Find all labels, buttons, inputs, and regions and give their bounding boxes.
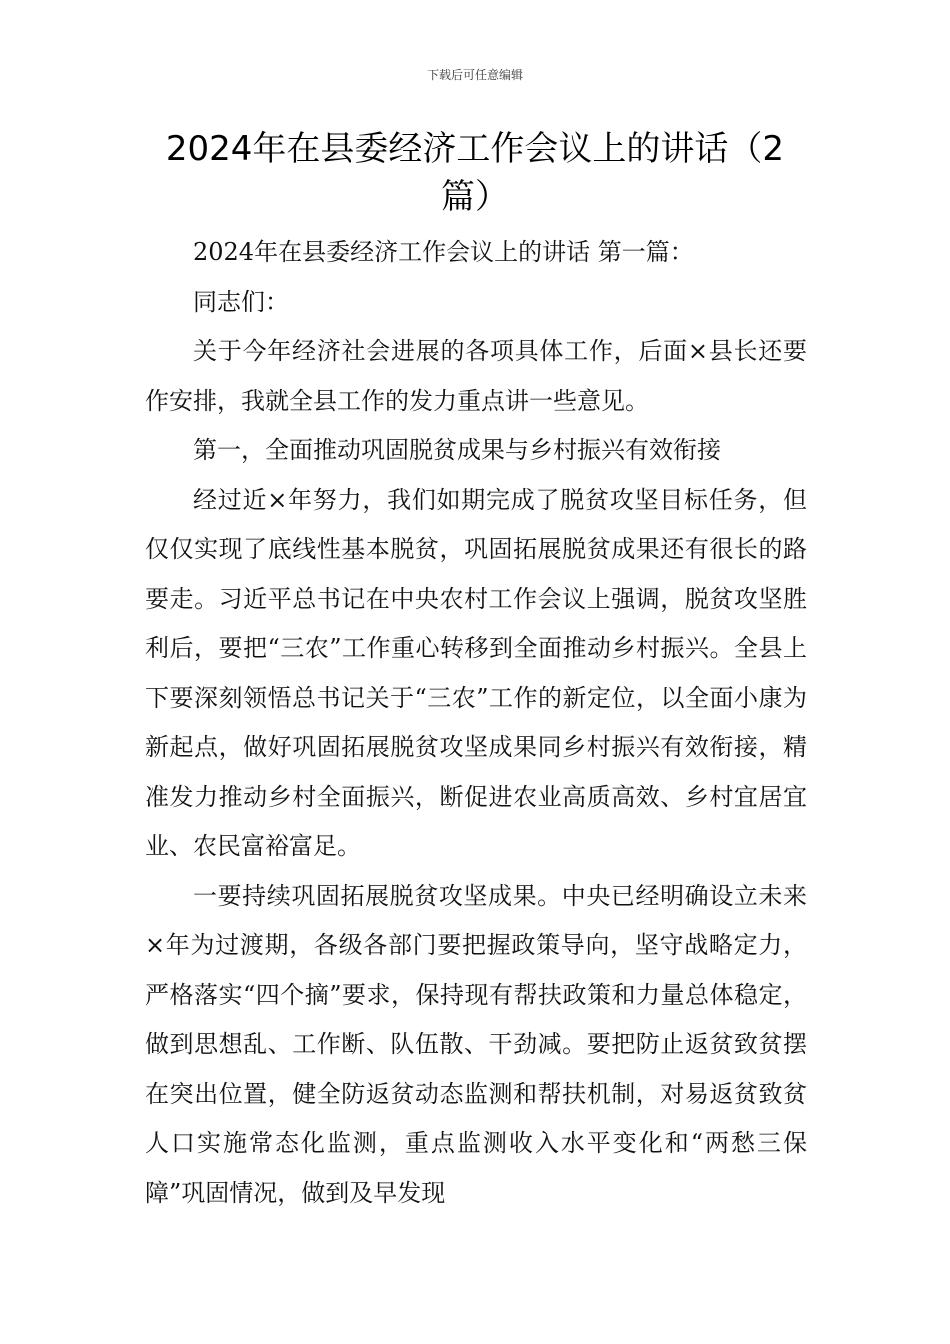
paragraph: 关于今年经济社会进展的各项具体工作，后面×县长还要作安排，我就全县工作的发力重点讲一些意见。: [145, 337, 807, 415]
paragraph-section-heading: 第一，全面推动巩固脱贫成果与乡村振兴有效衔接: [193, 436, 721, 464]
paragraph: 经过近×年努力，我们如期完成了脱贫攻坚目标任务，但仅仅实现了底线性基本脱贫，巩固拓展脱贫成果还有很长的路要走。习近平总书记在中央农村工作会议上强调，脱贫攻坚胜利后，要把“三农”工作重心转移到全面推动乡村振兴。全县上下要深刻领悟总书记关于“三农”工作的新定位，以全面小康为新起点，做好巩固拓展脱贫攻坚成果同乡村振兴有效衔接，精准发力推动乡村全面振兴，断促进农业高质高效、乡村宜居宜业、农民富裕富足。: [145, 485, 807, 860]
document-body: [145, 228, 807, 1218]
paragraph-heading: 2024年在县委经济工作会议上的讲话 第一篇：: [193, 238, 694, 266]
document-title: 2024年在县委经济工作会议上的讲话（2篇）: [165, 129, 785, 217]
header-note: 下载后可任意编辑: [426, 68, 523, 82]
paragraph-salutation: 同志们：: [193, 287, 289, 316]
paragraph: 一要持续巩固拓展脱贫攻坚成果。中央已经明确设立未来×年为过渡期，各级各部门要把握政策导向，坚守战略定力，严格落实“四个摘”要求，保持现有帮扶政策和力量总体稳定，做到思想乱、工作断、队伍散、干劲减。要把防止返贫致贫摆在突出位置，健全防返贫动态监测和帮扶机制，对易返贫致贫人口实施常态化监测，重点监测收入水平变化和“两愁三保障”巩固情况，做到及早发现: [145, 881, 807, 1207]
